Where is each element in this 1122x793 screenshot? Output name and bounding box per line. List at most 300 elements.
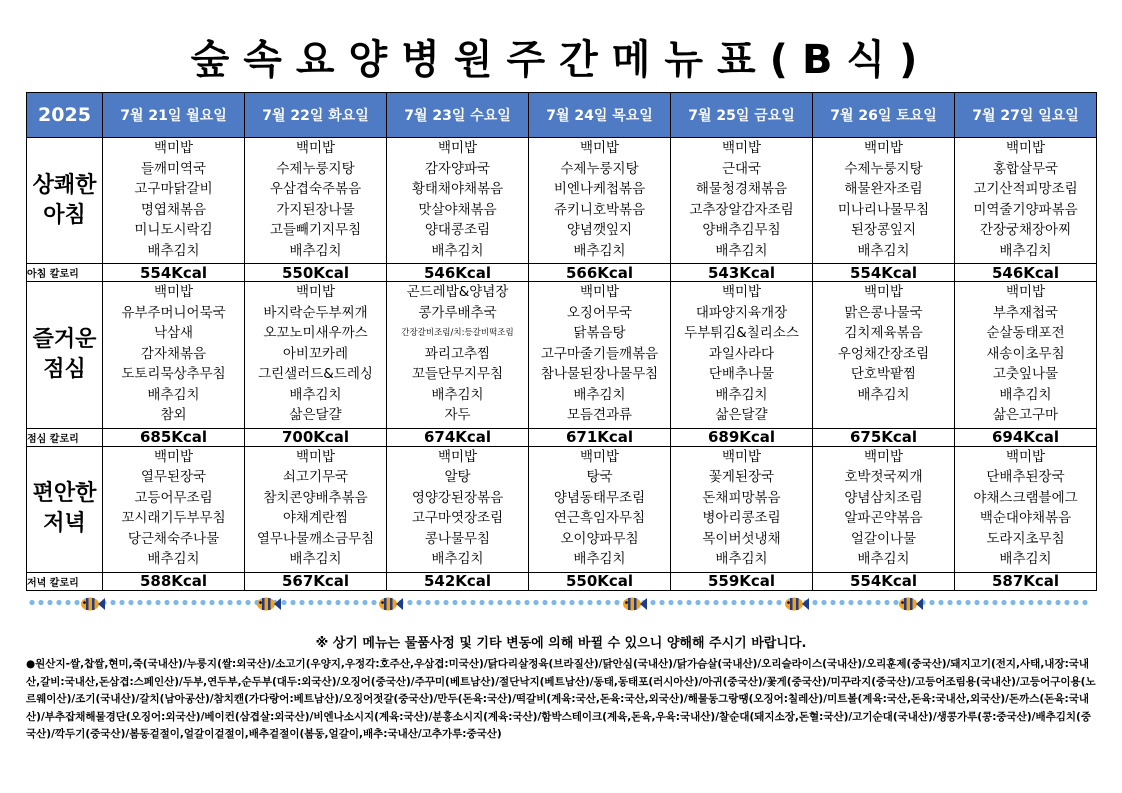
menu-item: 도라지초무침 [986, 530, 1065, 547]
dinner-menu-cell [387, 446, 529, 572]
menu-item: 황태채야채볶음 [411, 181, 504, 197]
menu-item: 고춧잎나물 [992, 366, 1059, 382]
bubble [650, 600, 655, 605]
menu-item: 백미밥 [579, 284, 620, 300]
calorie-value: 671Kcal [529, 428, 671, 446]
bubble [515, 600, 520, 605]
bubble [344, 600, 349, 605]
bubble [1010, 600, 1015, 605]
lunch-menu-cell [813, 282, 955, 429]
menu-item: 목이버섯냉채 [702, 530, 781, 547]
bubble [614, 600, 619, 605]
menu-item: 참나물된장나물무침 [540, 366, 659, 382]
bubble [713, 600, 718, 605]
breakfast-menu-cell [955, 138, 1097, 264]
day-header-thu: 7월 24일 목요일 [529, 93, 671, 138]
bubble [164, 600, 169, 605]
menu-item: 명엽채볶음 [140, 201, 207, 218]
menu-item: 탕국 [586, 469, 613, 485]
bubble [812, 600, 817, 605]
calorie-value: 554Kcal [813, 264, 955, 282]
bubble [848, 600, 853, 605]
menu-item: 백미밥 [863, 448, 904, 465]
menu-item: 배추김치 [715, 242, 768, 259]
menu-item: 오이양파무침 [560, 530, 639, 547]
menu-item: 배추김치 [573, 551, 626, 567]
menu-item: 쥬키니호박볶음 [553, 201, 646, 218]
menu-item: 병아리콩조림 [702, 510, 781, 526]
breakfast-calorie-row [27, 264, 1097, 282]
fish-icon [899, 598, 923, 611]
dinner-menu-cell [813, 446, 955, 572]
bubble [497, 600, 502, 605]
bubble [119, 600, 124, 605]
menu-item: 배추김치 [999, 551, 1052, 567]
menu-item: 연근흑임자무침 [553, 510, 646, 526]
bubble [749, 600, 754, 605]
bubble [353, 600, 358, 605]
menu-item: 배추김치 [431, 386, 484, 403]
menu-item: 배추김치 [857, 386, 910, 403]
bubble [299, 600, 304, 605]
bubble [992, 600, 997, 605]
bubble [425, 600, 430, 605]
menu-item: 백미밥 [721, 284, 762, 300]
bubble [1064, 600, 1069, 605]
bubble [200, 600, 205, 605]
bubble [767, 600, 772, 605]
menu-item: 감자양파국 [424, 160, 491, 177]
menu-item: 양념동태무조림 [553, 489, 646, 506]
menu-item: 열무나물깨소금무침 [256, 530, 375, 547]
menu-item: 수제누룽지탕 [276, 160, 355, 177]
bubble [371, 600, 376, 605]
bubble [110, 600, 115, 605]
bubble [452, 600, 457, 605]
bubble [821, 600, 826, 605]
menu-item: 맑은콩나물국 [844, 304, 923, 321]
menu-item: 배추김치 [289, 386, 342, 403]
menu-item: 수제누룽지탕 [844, 160, 923, 177]
menu-item: 배추김치 [857, 242, 910, 259]
dinner-menu-cell [245, 446, 387, 572]
bubble [605, 600, 610, 605]
menu-item: 낙삼새 [153, 325, 194, 341]
bubble [488, 600, 493, 605]
menu-item: 단배추나물 [708, 366, 775, 382]
lunch-menu-cell [387, 282, 529, 429]
menu-item: 닭볶음탕 [573, 325, 626, 341]
meal-label-line: 상쾌한 [32, 172, 97, 198]
calorie-value: 588Kcal [103, 572, 245, 590]
bubble [857, 600, 862, 605]
bubble [281, 600, 286, 605]
menu-item: 순살동태포전 [986, 325, 1065, 341]
menu-item: 꽈리고추찜 [424, 345, 491, 362]
bubble-fish-divider [28, 596, 1094, 612]
lunch-row [27, 282, 1097, 429]
menu-item: 고등어무조림 [134, 489, 213, 506]
menu-item: 백미밥 [153, 140, 194, 156]
bubble [1028, 600, 1033, 605]
menu-item: 부추재첩국 [992, 304, 1059, 321]
menu-item: 얼갈이나물 [850, 530, 917, 547]
menu-item: 가지된장나물 [276, 201, 355, 218]
lunch-menu-cell [103, 282, 245, 429]
bubble [218, 600, 223, 605]
calorie-value: 587Kcal [955, 572, 1097, 590]
bubble [65, 600, 70, 605]
bubble [875, 600, 880, 605]
menu-item: 두부튀김&칠리소스 [684, 325, 799, 341]
day-header-wed: 7월 23일 수요일 [387, 93, 529, 138]
bubble [1037, 600, 1042, 605]
menu-item: 오꼬노미새우까스 [263, 325, 368, 341]
year-header: 2025 [27, 93, 103, 138]
bubble [839, 600, 844, 605]
breakfast-menu-cell [813, 138, 955, 264]
calorie-value: 689Kcal [671, 428, 813, 446]
bubble [1019, 600, 1024, 605]
bubble [893, 600, 898, 605]
menu-item: 배추김치 [573, 242, 626, 259]
menu-item: 근대국 [721, 160, 762, 177]
day-header-sun: 7월 27일 일요일 [955, 93, 1097, 138]
menu-item: 배추김치 [147, 242, 200, 259]
bubble [146, 600, 151, 605]
menu-item: 단호박팥찜 [850, 366, 917, 382]
menu-item: 우삼겹숙주볶음 [269, 181, 362, 197]
breakfast-menu-cell [387, 138, 529, 264]
menu-item: 된장콩잎지 [850, 222, 917, 238]
menu-item: 배추김치 [573, 386, 626, 403]
calorie-label: 점심 칼로리 [27, 428, 103, 446]
menu-item: 호박젓국찌개 [844, 469, 923, 485]
meal-label-line: 즐거운 [32, 326, 97, 352]
bubble [686, 600, 691, 605]
menu-item: 자두 [444, 407, 471, 423]
menu-item: 고구마엿장조림 [411, 510, 504, 526]
menu-item: 배추김치 [289, 551, 342, 567]
menu-item: 야채스크램블에그 [973, 489, 1078, 506]
menu-item: 배추김치 [715, 386, 768, 403]
bubble [56, 600, 61, 605]
bubble [758, 600, 763, 605]
bubble [938, 600, 943, 605]
bubble [983, 600, 988, 605]
menu-item: 미역줄기양파볶음 [973, 201, 1078, 218]
menu-item: 감자채볶음 [140, 345, 207, 362]
bubble [407, 600, 412, 605]
menu-item: 백미밥 [153, 448, 194, 465]
calorie-value: 675Kcal [813, 428, 955, 446]
bubble [506, 600, 511, 605]
menu-item: 미나리나물무침 [837, 201, 930, 218]
lunch-menu-cell [245, 282, 387, 429]
bubble [155, 600, 160, 605]
menu-item: 참외 [160, 407, 187, 423]
fish-icon [257, 598, 281, 611]
bubble [245, 600, 250, 605]
bubble [659, 600, 664, 605]
bubble [209, 600, 214, 605]
bubble [443, 600, 448, 605]
menu-item: 백순대야채볶음 [979, 510, 1072, 526]
bubble [668, 600, 673, 605]
bubble [542, 600, 547, 605]
bubble [416, 600, 421, 605]
calorie-value: 674Kcal [387, 428, 529, 446]
menu-item: 해물청경채볶음 [695, 181, 788, 197]
menu-item [813, 405, 954, 426]
bubble [308, 600, 313, 605]
menu-item: 고기산적피망조림 [973, 181, 1078, 197]
bubble [1073, 600, 1078, 605]
calorie-value: 542Kcal [387, 572, 529, 590]
breakfast-menu-cell [245, 138, 387, 264]
menu-item: 백미밥 [1005, 284, 1046, 300]
meal-label-line: 저녁 [43, 511, 86, 536]
dinner-calorie-row [27, 572, 1097, 590]
menu-item: 간장궁채장아찌 [979, 222, 1072, 238]
menu-item: 배추김치 [147, 386, 200, 403]
menu-item: 양대콩조림 [424, 222, 491, 238]
calorie-label: 아침 칼로리 [27, 264, 103, 282]
page-title: 숲속요양병원주간메뉴표(B식) [190, 37, 932, 83]
bubble [740, 600, 745, 605]
menu-item: 배추김치 [147, 551, 200, 567]
bubble [326, 600, 331, 605]
weekly-menu-table [26, 92, 1097, 591]
calorie-value: 685Kcal [103, 428, 245, 446]
menu-item: 양배추김무침 [702, 222, 781, 238]
menu-item: 백미밥 [295, 284, 336, 300]
menu-item: 김치제육볶음 [844, 325, 923, 341]
menu-item: 배추김치 [289, 242, 342, 259]
bubble [47, 600, 52, 605]
menu-item: 양념깻잎지 [566, 222, 633, 238]
calorie-value: 546Kcal [387, 264, 529, 282]
menu-item: 과일사라다 [708, 345, 775, 362]
menu-item: 백미밥 [153, 284, 194, 300]
bubble [1046, 600, 1051, 605]
meal-label-line: 점심 [43, 356, 86, 382]
menu-item: 비엔나케첩볶음 [553, 181, 646, 197]
bubble [956, 600, 961, 605]
menu-item: 삶은달걀 [289, 407, 342, 423]
calorie-value: 567Kcal [245, 572, 387, 590]
calorie-value: 554Kcal [103, 264, 245, 282]
menu-item: 우엉채간장조림 [837, 345, 930, 362]
origin-info: ●원산지-쌀,찹쌀,현미,죽(국내산)/누룽지(쌀:외국산)/소고기(우양지,우정각:호주산,우삼겹:미국산)/닭다리살정육(브라질산)/닭안심(국내산)/닭가슴살(국내산)/오리슬라이스(국내산)/오리훈제(중국산)/돼지고기(전지,사태,내장:국내산,갈비:국내산,돈삼겹:스페인산)/두부,연두부,순두부(대두:외국산)/오징어(중국산)/주꾸미(베트남산)/절단낙지(베트남산)/동태,동태포(러시아산)/아귀(중국산)/꽃게(중국산)/미꾸라지(중국산)/고등어조림용(국내산)/고등어구이용(노르웨이산)/조기(국내산)/갈치(남아공산)/참치캔(가다랑어:베트남산)/오징어젓갈(중국산)/만두(돈육:국산)/떡갈비(계육:국산,돈육:국산,외국산)/해물동그랑땡(오징어:칠레산)/미트볼(계육:국산,돈육:국내산,외국산)/돈까스(돈육:국내산)/부추잡채해물경단(오징어:외국산)/베이컨(삼겹살:외국산)/비엔나소시지(계육:국산)/분홍소시지(계육:국산)/함박스테이크(계육,돈육,우육:국내산)/찰순대(돼지소장,돈혈:국산)/고기순대(국내산)/생콩가루(콩:중국산)/배추김치(중국산)/깍두기(중국산)/봄동겉절이,얼갈이겉절이,배추겉절이(봄동,얼갈이,배추:국내산/고추가루:중국산) [26, 658, 1096, 740]
bubble [29, 600, 34, 605]
bubble [866, 600, 871, 605]
menu-item: 백미밥 [437, 140, 478, 156]
menu-item: 백미밥 [437, 448, 478, 465]
dinner-menu-cell [955, 446, 1097, 572]
dinner-label [27, 446, 103, 572]
menu-item: 콩가루배추국 [418, 304, 497, 321]
menu-item: 들깨미역국 [140, 160, 207, 177]
menu-item: 배추김치 [715, 551, 768, 567]
menu-item: 단배추된장국 [986, 469, 1065, 485]
bubble [1082, 600, 1087, 605]
menu-item: 백미밥 [295, 140, 336, 156]
menu-item: 미니도시락김 [134, 222, 213, 238]
menu-item: 곤드레밥&양념장 [406, 284, 509, 300]
dinner-menu-cell [103, 446, 245, 572]
bubble [173, 600, 178, 605]
bubble [947, 600, 952, 605]
bubble [677, 600, 682, 605]
calorie-value: 694Kcal [955, 428, 1097, 446]
menu-item: 알탕 [444, 469, 471, 485]
menu-item: 백미밥 [721, 448, 762, 465]
dinner-menu-cell [671, 446, 813, 572]
lunch-menu-cell [671, 282, 813, 429]
breakfast-menu-cell [671, 138, 813, 264]
bubble [1001, 600, 1006, 605]
menu-item: 유부주머니어묵국 [121, 304, 226, 321]
calorie-value: 550Kcal [245, 264, 387, 282]
menu-item: 백미밥 [863, 284, 904, 300]
bubble [128, 600, 133, 605]
menu-change-notice: ※ 상기 메뉴는 물품사정 및 기타 변동에 의해 바뀔 수 있으니 양해해 주시기 바랍니다. [315, 636, 807, 651]
day-header-sat: 7월 26일 토요일 [813, 93, 955, 138]
bubble [578, 600, 583, 605]
bubble [569, 600, 574, 605]
bubble [290, 600, 295, 605]
menu-item: 열무된장국 [140, 469, 207, 485]
bubble [560, 600, 565, 605]
menu-item: 백미밥 [579, 448, 620, 465]
calorie-value: 559Kcal [671, 572, 813, 590]
bubble [965, 600, 970, 605]
menu-item: 백미밥 [1005, 140, 1046, 156]
menu-item: 콩나물무침 [424, 530, 491, 547]
menu-item: 꼬시래기두부무침 [121, 510, 226, 526]
menu-item: 오징어무국 [566, 304, 633, 321]
menu-item: 양념삼치조림 [844, 489, 923, 506]
fish-icon [81, 598, 105, 611]
fish-icon [623, 598, 647, 611]
bubble [551, 600, 556, 605]
calorie-value: 700Kcal [245, 428, 387, 446]
menu-item: 그린샐러드&드레싱 [258, 366, 373, 382]
bubble [524, 600, 529, 605]
calorie-value: 566Kcal [529, 264, 671, 282]
calorie-value: 543Kcal [671, 264, 813, 282]
bubble [236, 600, 241, 605]
bubble [191, 600, 196, 605]
menu-item: 도토리묵상추무침 [121, 366, 226, 382]
header-row [27, 93, 1097, 138]
menu-item: 배추김치 [857, 551, 910, 567]
menu-item: 백미밥 [863, 140, 904, 156]
bubble [704, 600, 709, 605]
menu-item: 수제누룽지탕 [560, 160, 639, 177]
menu-item: 바지락순두부찌개 [263, 304, 368, 321]
bubble [596, 600, 601, 605]
menu-item: 삶은달걀 [715, 407, 768, 423]
menu-item: 홍합살무국 [992, 160, 1059, 177]
breakfast-menu-cell [529, 138, 671, 264]
menu-item: 백미밥 [1005, 448, 1046, 465]
menu-item: 배추김치 [431, 242, 484, 259]
dinner-row [27, 446, 1097, 572]
day-header-tue: 7월 22일 화요일 [245, 93, 387, 138]
menu-item: 고들빼기지무침 [269, 222, 362, 238]
menu-item: 새송이초무침 [986, 345, 1065, 362]
bubble [533, 600, 538, 605]
bubble [362, 600, 367, 605]
day-header-mon: 7월 21일 월요일 [103, 93, 245, 138]
menu-item: 쇠고기무국 [282, 469, 349, 485]
bubble [974, 600, 979, 605]
bubble [335, 600, 340, 605]
bubble [434, 600, 439, 605]
lunch-calorie-row [27, 428, 1097, 446]
bubble [830, 600, 835, 605]
menu-item: 백미밥 [295, 448, 336, 465]
calorie-label: 저녁 칼로리 [27, 572, 103, 590]
menu-item: 배추김치 [999, 386, 1052, 403]
menu-item: 영양강된장볶음 [411, 489, 504, 506]
menu-item: 모듬견과류 [566, 407, 633, 423]
lunch-label [27, 282, 103, 429]
bubble [884, 600, 889, 605]
breakfast-label [27, 138, 103, 264]
menu-item: 돈채피망볶음 [702, 489, 781, 506]
bubble [74, 600, 79, 605]
dinner-menu-cell [529, 446, 671, 572]
bubble [317, 600, 322, 605]
meal-label-line: 편안한 [32, 481, 97, 506]
bubble [776, 600, 781, 605]
bubble [479, 600, 484, 605]
bubble [137, 600, 142, 605]
bubble [182, 600, 187, 605]
menu-item: 배추김치 [999, 242, 1052, 259]
menu-item: 간장갈비조림/치:등갈비떡조림 [401, 328, 514, 338]
bubble [722, 600, 727, 605]
bubble [38, 600, 43, 605]
menu-item: 해물완자조림 [844, 181, 923, 197]
bubble [470, 600, 475, 605]
menu-item: 백미밥 [721, 140, 762, 156]
menu-item: 꼬들단무지무침 [411, 366, 504, 382]
menu-item: 배추김치 [431, 551, 484, 567]
calorie-value: 546Kcal [955, 264, 1097, 282]
meal-label-line: 아침 [43, 202, 86, 228]
fish-icon [379, 598, 403, 611]
menu-item: 대파양지육개장 [695, 304, 788, 321]
menu-item: 삶은고구마 [992, 407, 1059, 423]
bubble [461, 600, 466, 605]
menu-item: 맛살야채볶음 [418, 201, 497, 218]
bubble [227, 600, 232, 605]
menu-item: 야채계란찜 [282, 510, 349, 526]
menu-item: 백미밥 [579, 140, 620, 156]
lunch-menu-cell [529, 282, 671, 429]
menu-item: 아비꼬카레 [282, 345, 349, 362]
bubble [731, 600, 736, 605]
menu-item: 고구마줄기들깨볶음 [540, 345, 659, 362]
menu-item: 당근채숙주나물 [127, 530, 220, 547]
bubble [587, 600, 592, 605]
lunch-menu-cell [955, 282, 1097, 429]
menu-item: 꽃게된장국 [708, 469, 775, 485]
